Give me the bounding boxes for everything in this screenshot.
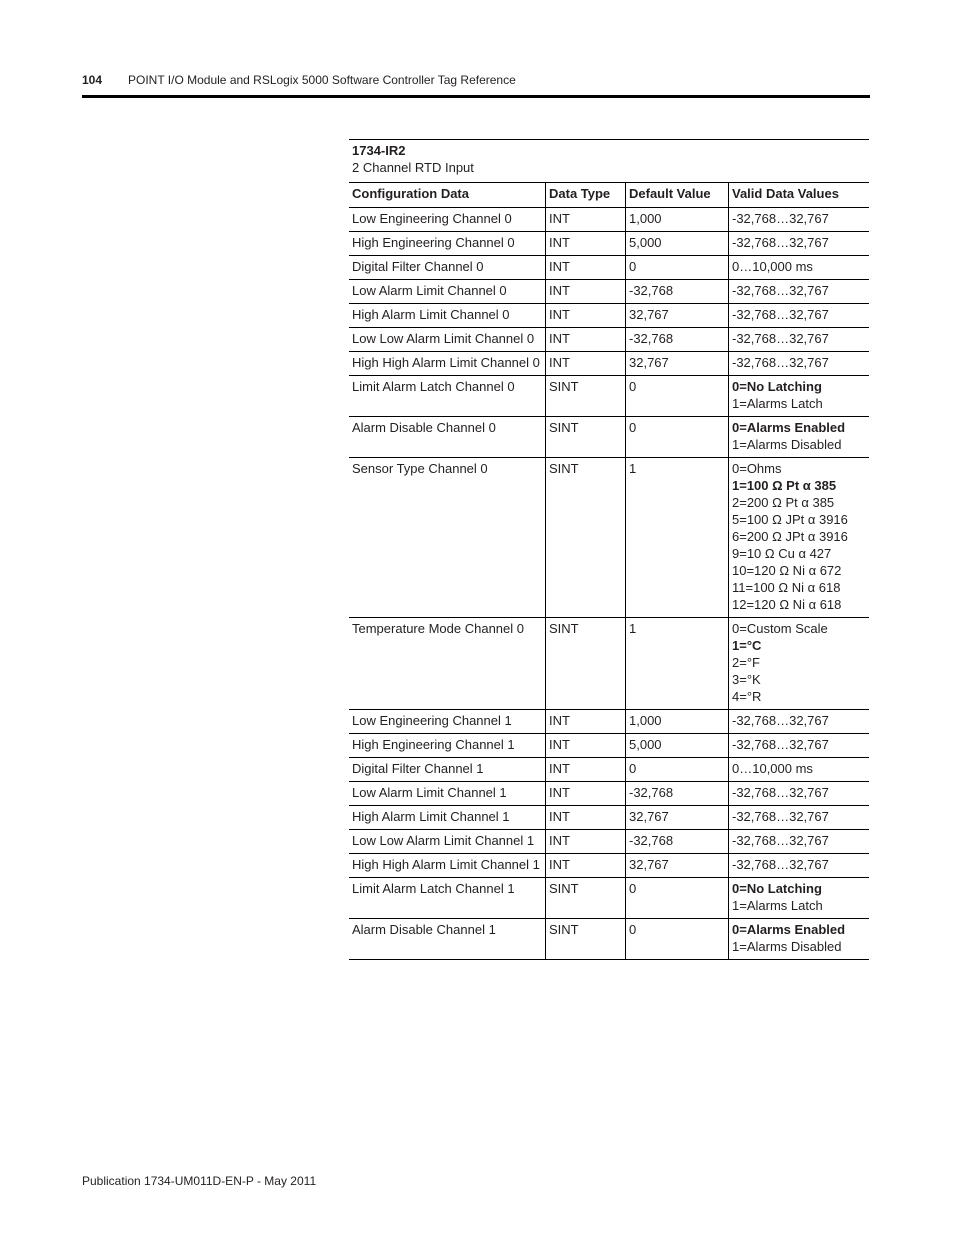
config-data-cell: High Engineering Channel 0 — [349, 232, 546, 255]
valid-value-line: -32,768…32,767 — [732, 331, 829, 346]
valid-value-line: 1=Alarms Latch — [732, 396, 823, 411]
table-row — [349, 280, 869, 304]
valid-values-cell — [729, 734, 869, 757]
config-data-cell: Low Engineering Channel 1 — [349, 710, 546, 733]
table-row — [349, 256, 869, 280]
table-row — [349, 806, 869, 830]
data-type-cell: INT — [546, 806, 626, 829]
default-value-cell: 5,000 — [626, 734, 729, 757]
table-body — [349, 208, 869, 960]
config-table — [349, 139, 869, 960]
valid-value-line: 10=120 Ω Ni α 672 — [732, 563, 842, 578]
valid-value-line: -32,768…32,767 — [732, 211, 829, 226]
valid-value-line: 1=Alarms Disabled — [732, 939, 842, 954]
module-description: 2 Channel RTD Input — [352, 160, 474, 175]
valid-value-line: -32,768…32,767 — [732, 785, 829, 800]
valid-value-line: 0=No Latching — [732, 881, 822, 896]
data-type-cell: INT — [546, 830, 626, 853]
default-value-cell: 1,000 — [626, 208, 729, 231]
data-type-cell: INT — [546, 256, 626, 279]
valid-values-cell — [729, 352, 869, 375]
default-value-cell: 32,767 — [626, 806, 729, 829]
valid-value-line: 6=200 Ω JPt α 3916 — [732, 529, 848, 544]
default-value-cell: -32,768 — [626, 782, 729, 805]
valid-values-cell — [729, 304, 869, 327]
valid-value-line: 5=100 Ω JPt α 3916 — [732, 512, 848, 527]
valid-values-cell — [729, 878, 869, 918]
config-data-cell: Limit Alarm Latch Channel 1 — [349, 878, 546, 918]
valid-values-cell — [729, 232, 869, 255]
valid-value-line: 3=°K — [732, 672, 761, 687]
valid-values-cell — [729, 458, 869, 617]
config-data-cell: Temperature Mode Channel 0 — [349, 618, 546, 709]
valid-values-cell — [729, 417, 869, 457]
valid-value-line: 0…10,000 ms — [732, 259, 813, 274]
config-data-cell: Limit Alarm Latch Channel 0 — [349, 376, 546, 416]
table-row — [349, 352, 869, 376]
table-row — [349, 376, 869, 417]
column-header: Valid Data Values — [732, 186, 839, 201]
table-row — [349, 232, 869, 256]
valid-values-cell — [729, 758, 869, 781]
data-type-cell: SINT — [546, 458, 626, 617]
table-row — [349, 417, 869, 458]
valid-values-cell — [729, 256, 869, 279]
valid-values-cell — [729, 854, 869, 877]
config-data-cell: Low Low Alarm Limit Channel 1 — [349, 830, 546, 853]
valid-values-cell — [729, 830, 869, 853]
valid-values-cell — [729, 806, 869, 829]
table-row — [349, 734, 869, 758]
default-value-cell: -32,768 — [626, 280, 729, 303]
valid-value-line: 0…10,000 ms — [732, 761, 813, 776]
table-header-row — [349, 183, 869, 208]
data-type-cell: SINT — [546, 376, 626, 416]
valid-value-line: -32,768…32,767 — [732, 809, 829, 824]
default-value-cell: 1,000 — [626, 710, 729, 733]
default-value-cell: 0 — [626, 256, 729, 279]
table-row — [349, 618, 869, 710]
default-value-cell: 32,767 — [626, 352, 729, 375]
valid-values-cell — [729, 710, 869, 733]
valid-values-cell — [729, 208, 869, 231]
data-type-cell: INT — [546, 782, 626, 805]
table-row — [349, 208, 869, 232]
table-row — [349, 854, 869, 878]
data-type-cell: INT — [546, 280, 626, 303]
valid-values-cell — [729, 376, 869, 416]
config-data-cell: Alarm Disable Channel 1 — [349, 919, 546, 959]
valid-values-cell — [729, 328, 869, 351]
valid-value-line: -32,768…32,767 — [732, 355, 829, 370]
config-data-cell: High Alarm Limit Channel 1 — [349, 806, 546, 829]
valid-value-line: 9=10 Ω Cu α 427 — [732, 546, 832, 561]
valid-value-line: 0=No Latching — [732, 379, 822, 394]
valid-value-line: -32,768…32,767 — [732, 737, 829, 752]
config-data-cell: Low Alarm Limit Channel 0 — [349, 280, 546, 303]
table-caption — [349, 140, 869, 183]
valid-value-line: 1=°C — [732, 638, 762, 653]
data-type-cell: INT — [546, 304, 626, 327]
page-number: 104 — [82, 73, 103, 87]
config-data-cell: Digital Filter Channel 1 — [349, 758, 546, 781]
default-value-cell: 0 — [626, 878, 729, 918]
running-title: POINT I/O Module and RSLogix 5000 Software Controller Tag Reference — [128, 73, 516, 87]
default-value-cell: 0 — [626, 919, 729, 959]
valid-value-line: 0=Alarms Enabled — [732, 922, 846, 937]
table-row — [349, 710, 869, 734]
table-row — [349, 458, 869, 618]
data-type-cell: INT — [546, 232, 626, 255]
valid-values-cell — [729, 618, 869, 709]
valid-value-line: -32,768…32,767 — [732, 235, 829, 250]
data-type-cell: INT — [546, 758, 626, 781]
valid-value-line: 1=100 Ω Pt α 385 — [732, 478, 837, 493]
valid-value-line: 11=100 Ω Ni α 618 — [732, 580, 841, 595]
table-row — [349, 304, 869, 328]
default-value-cell: -32,768 — [626, 830, 729, 853]
page-header — [82, 73, 870, 95]
table-row — [349, 782, 869, 806]
table-row — [349, 328, 869, 352]
valid-value-line: -32,768…32,767 — [732, 713, 829, 728]
table-row — [349, 878, 869, 919]
data-type-cell: SINT — [546, 878, 626, 918]
default-value-cell: 32,767 — [626, 304, 729, 327]
table-row — [349, 919, 869, 960]
config-data-cell: Sensor Type Channel 0 — [349, 458, 546, 617]
column-header: Configuration Data — [349, 183, 546, 207]
valid-value-line: -32,768…32,767 — [732, 307, 829, 322]
config-data-cell: High Alarm Limit Channel 0 — [349, 304, 546, 327]
default-value-cell: 5,000 — [626, 232, 729, 255]
valid-value-line: 1=Alarms Latch — [732, 898, 823, 913]
data-type-cell: SINT — [546, 919, 626, 959]
valid-value-line: 1=Alarms Disabled — [732, 437, 842, 452]
data-type-cell: SINT — [546, 618, 626, 709]
default-value-cell: 1 — [626, 618, 729, 709]
table-row — [349, 758, 869, 782]
module-id: 1734-IR2 — [352, 143, 406, 158]
valid-values-cell — [729, 280, 869, 303]
data-type-cell: INT — [546, 854, 626, 877]
valid-value-line: 2=°F — [732, 655, 760, 670]
data-type-cell: SINT — [546, 417, 626, 457]
data-type-cell: INT — [546, 328, 626, 351]
publication-footer: Publication 1734-UM011D-EN-P - May 2011 — [82, 1174, 317, 1188]
column-header: Data Type — [546, 183, 626, 207]
default-value-cell: 0 — [626, 758, 729, 781]
data-type-cell: INT — [546, 208, 626, 231]
table-row — [349, 830, 869, 854]
valid-values-cell — [729, 782, 869, 805]
config-data-cell: Low Low Alarm Limit Channel 0 — [349, 328, 546, 351]
valid-value-line: -32,768…32,767 — [732, 857, 829, 872]
default-value-cell: 0 — [626, 417, 729, 457]
config-data-cell: High High Alarm Limit Channel 0 — [349, 352, 546, 375]
valid-value-line: 0=Ohms — [732, 461, 782, 476]
default-value-cell: 0 — [626, 376, 729, 416]
valid-value-line: 12=120 Ω Ni α 618 — [732, 597, 842, 612]
data-type-cell: INT — [546, 352, 626, 375]
config-data-cell: High High Alarm Limit Channel 1 — [349, 854, 546, 877]
default-value-cell: -32,768 — [626, 328, 729, 351]
config-data-cell: High Engineering Channel 1 — [349, 734, 546, 757]
valid-value-line: -32,768…32,767 — [732, 833, 829, 848]
valid-value-line: 0=Alarms Enabled — [732, 420, 846, 435]
data-type-cell: INT — [546, 734, 626, 757]
default-value-cell: 1 — [626, 458, 729, 617]
valid-value-line: -32,768…32,767 — [732, 283, 829, 298]
valid-value-line: 2=200 Ω Pt α 385 — [732, 495, 835, 510]
config-data-cell: Low Engineering Channel 0 — [349, 208, 546, 231]
header-rule — [82, 95, 870, 98]
valid-value-line: 4=°R — [732, 689, 762, 704]
valid-value-line: 0=Custom Scale — [732, 621, 828, 636]
config-data-cell: Low Alarm Limit Channel 1 — [349, 782, 546, 805]
config-data-cell: Alarm Disable Channel 0 — [349, 417, 546, 457]
column-header: Default Value — [626, 183, 729, 207]
valid-values-cell — [729, 919, 869, 959]
config-data-cell: Digital Filter Channel 0 — [349, 256, 546, 279]
default-value-cell: 32,767 — [626, 854, 729, 877]
data-type-cell: INT — [546, 710, 626, 733]
